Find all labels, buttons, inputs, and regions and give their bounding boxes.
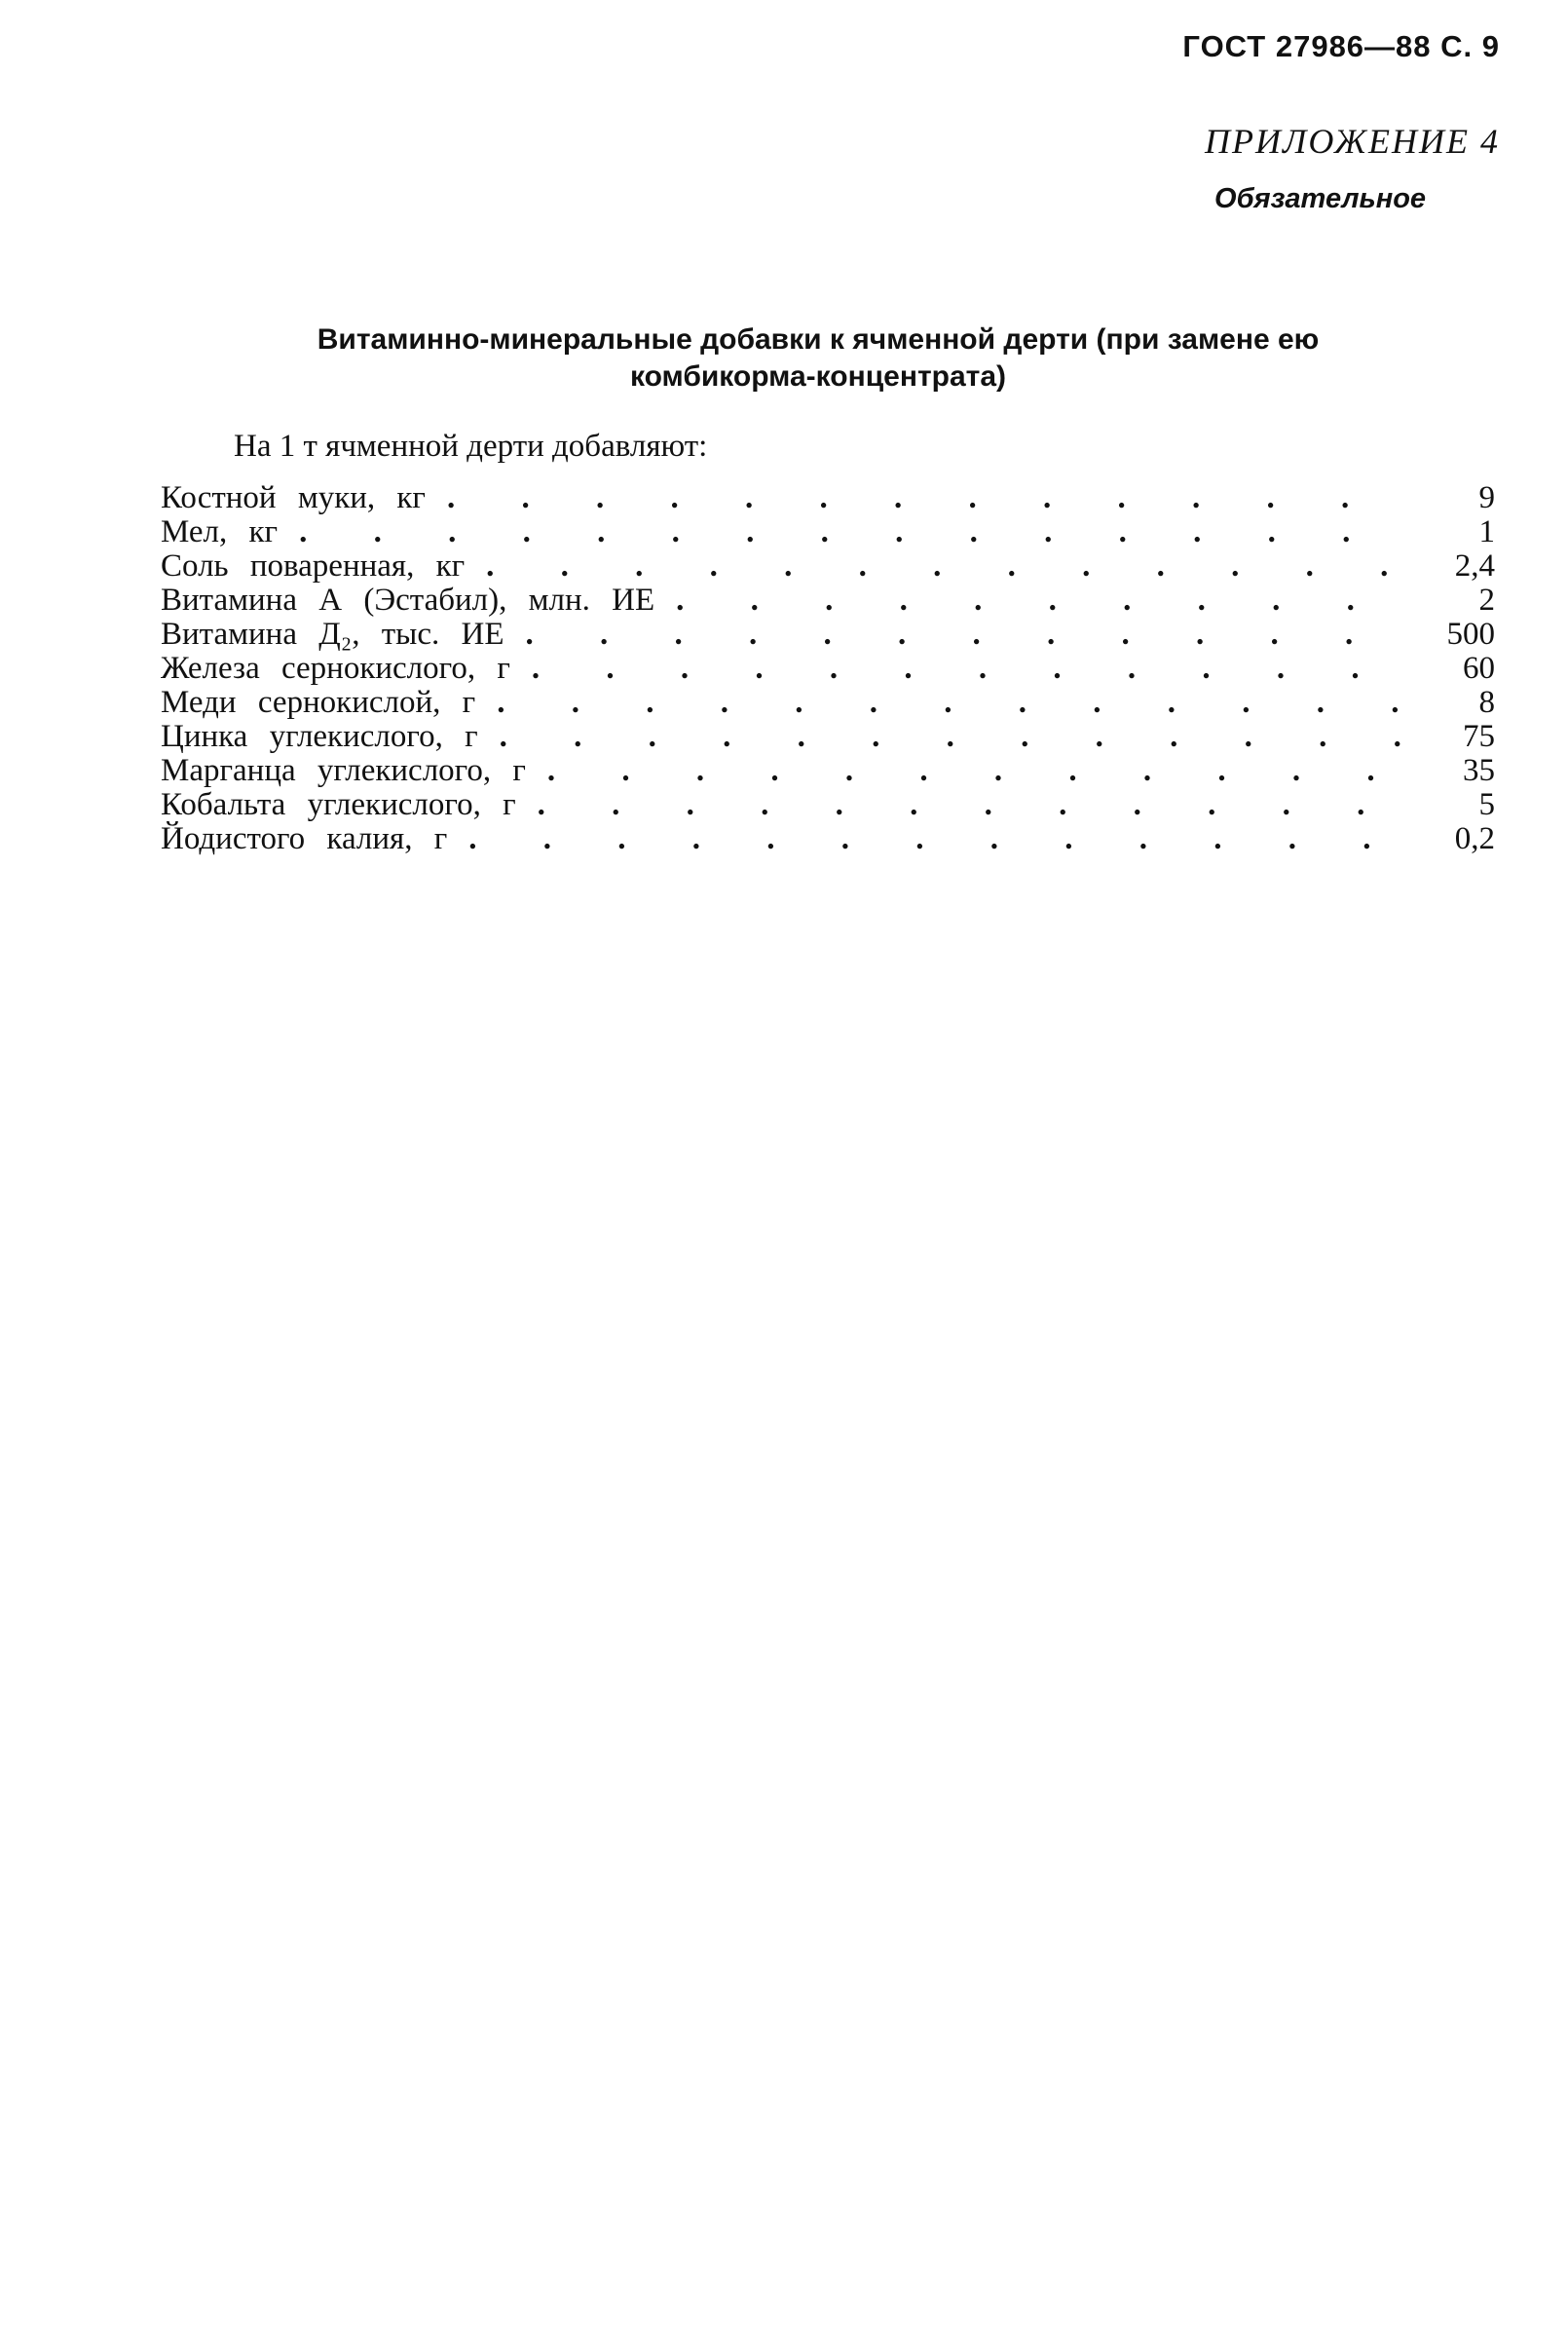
list-item xyxy=(161,754,1495,788)
item-value: 75 xyxy=(1463,719,1495,754)
appendix-status: Обязательное xyxy=(1214,183,1427,214)
list-item xyxy=(161,686,1495,720)
item-label: Марганца углекислого, г xyxy=(161,753,526,788)
list-item xyxy=(161,788,1495,822)
item-value: 60 xyxy=(1463,651,1495,686)
item-label: Мел, кг xyxy=(161,514,279,549)
item-value: 500 xyxy=(1446,617,1495,652)
standard-reference: ГОСТ 27986—88 С. 9 xyxy=(1182,29,1500,63)
item-label: Соль поваренная, кг xyxy=(161,548,466,584)
dot-leader xyxy=(486,549,1415,584)
appendix-block xyxy=(1205,121,1500,215)
list-item xyxy=(161,652,1495,686)
list-item xyxy=(161,720,1495,754)
item-label: Железа сернокислого, г xyxy=(161,651,510,686)
item-value: 5 xyxy=(1478,787,1495,822)
dot-leader xyxy=(526,618,1416,652)
item-value: 2,4 xyxy=(1454,548,1495,584)
document-title-line-1: Витаминно-минеральные добавки к ячменной дерти (при замене ею xyxy=(317,323,1320,356)
dot-leader xyxy=(547,754,1415,788)
item-label: Костной муки, кг xyxy=(161,480,426,515)
intro-text: На 1 т ячменной дерти добавляют: xyxy=(234,429,708,464)
additives-list xyxy=(161,481,1495,856)
dot-leader xyxy=(500,720,1415,754)
dot-leader xyxy=(497,686,1415,720)
item-label: Витамина Д₂, тыс. ИЕ xyxy=(161,617,504,652)
appendix-title: ПРИЛОЖЕНИЕ 4 xyxy=(1205,122,1500,161)
list-item xyxy=(161,481,1495,515)
item-value: 2 xyxy=(1478,583,1495,618)
list-item xyxy=(161,822,1495,856)
document-title xyxy=(234,321,1402,396)
dot-leader xyxy=(468,822,1415,856)
item-label: Йодистого калия, г xyxy=(161,821,448,856)
item-value: 1 xyxy=(1478,514,1495,549)
list-item xyxy=(161,515,1495,549)
item-label: Меди сернокислой, г xyxy=(161,685,476,720)
dot-leader xyxy=(447,481,1415,515)
item-value: 8 xyxy=(1478,685,1495,720)
list-item xyxy=(161,618,1495,652)
list-item xyxy=(161,549,1495,584)
document-title-line-2: комбикорма-концентрата) xyxy=(629,360,1007,393)
item-value: 0,2 xyxy=(1454,821,1495,856)
dot-leader xyxy=(299,515,1415,549)
dot-leader xyxy=(676,584,1415,618)
dot-leader xyxy=(532,652,1415,686)
dot-leader xyxy=(538,788,1415,822)
item-value: 35 xyxy=(1463,753,1495,788)
item-label: Цинка углекислого, г xyxy=(161,719,478,754)
item-label: Витамина А (Эстабил), млн. ИЕ xyxy=(161,583,655,618)
item-value: 9 xyxy=(1478,480,1495,515)
item-label: Кобальта углекислого, г xyxy=(161,787,516,822)
list-item xyxy=(161,584,1495,618)
